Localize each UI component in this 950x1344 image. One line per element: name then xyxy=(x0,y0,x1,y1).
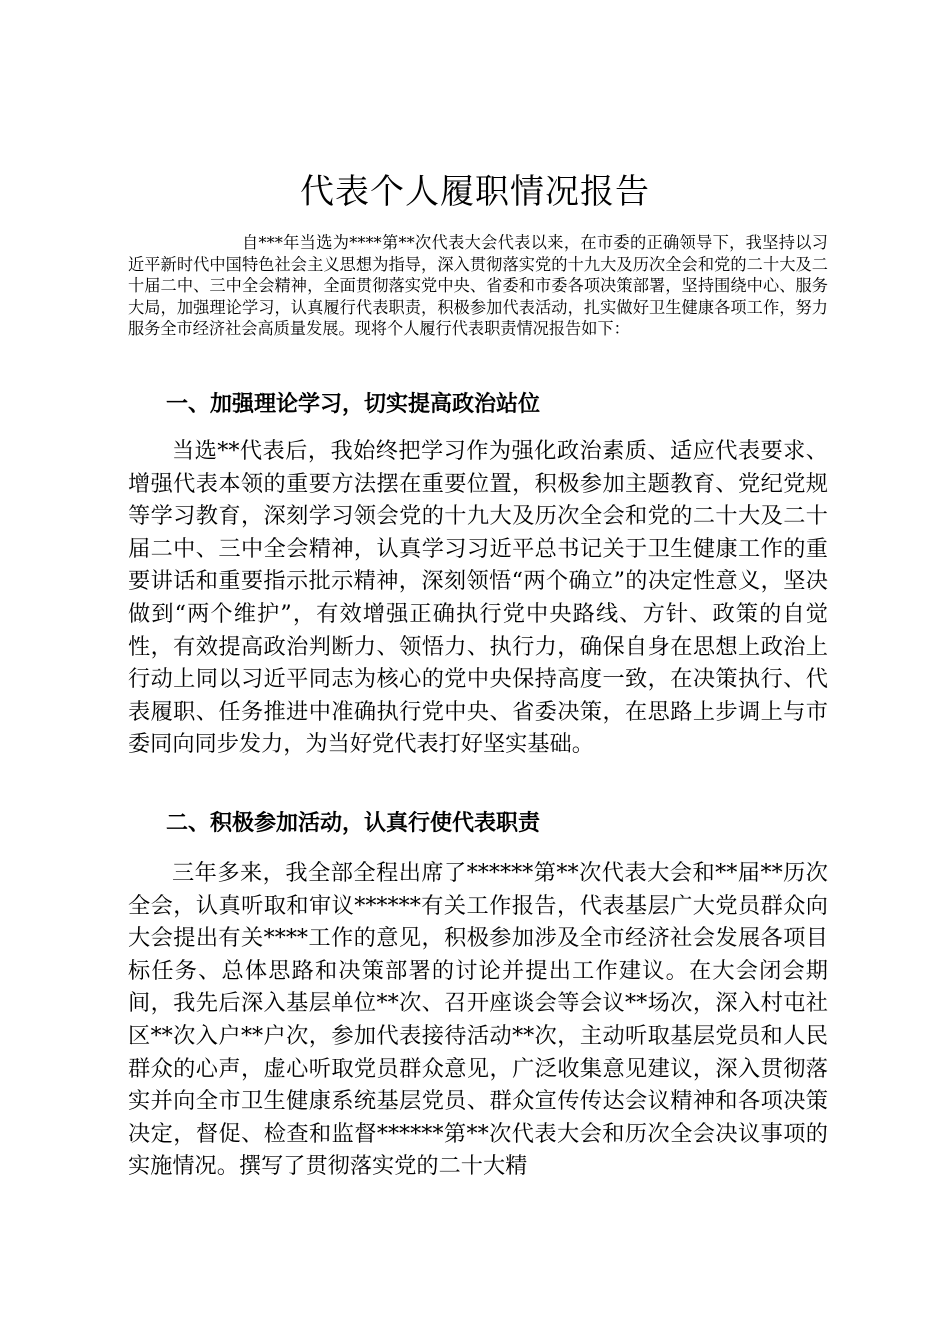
section-1-heading: 一、加强理论学习，切实提高政治站位 xyxy=(166,391,541,417)
section-1-body: 当选**代表后，我始终把学习作为强化政治素质、适应代表要求、增强代表本领的重要方法摆在重要位置，积极参加主题教育、党纪党规等学习教育，深刻学习领会党的十九大及历次全会和党的二十大及二十届二中、三中全会精神，认真学习习近平总书记关于卫生健康工作的重要讲话和重要指示批示精神，深刻领悟“两个确立”的决定性意义，坚决做到“两个维护”，有效增强正确执行党中央路线、方针、政策的自觉性，有效提高政治判断力、领悟力、执行力，确保自身在思想上政治上行动上同以习近平同志为核心的党中央保持高度一致，在决策执行、代表履职、任务推进中准确执行党中央、省委决策，在思路上步调上与市委同向同步发力，为当好党代表打好坚实基础。 xyxy=(128,438,828,758)
intro-paragraph: 自***年当选为****第**次代表大会代表以来，在市委的正确领导下，我坚持以习近平新时代中国特色社会主义思想为指导，深入贯彻落实党的十九大及历次全会和党的二十大及二十届二中、三中全会精神，全面贯彻落实党中央、省委和市委各项决策部署，坚持围绕中心、服务大局，加强理论学习，认真履行代表职责，积极参加代表活动，扎实做好卫生健康各项工作，努力服务全市经济社会高质量发展。现将个人履行代表职责情况报告如下： xyxy=(128,233,828,339)
section-2-heading: 二、积极参加活动，认真行使代表职责 xyxy=(166,810,541,836)
section-2-body: 三年多来，我全部全程出席了******第**次代表大会和**届**历次全会，认真听取和审议******有关工作报告，代表基层广大党员群众向大会提出有关****工作的意见，积极参加涉及全市经济社会发展各项目标任务、总体思路和决策部署的讨论并提出工作建议。在大会闭会期间，我先后深入基层单位**次、召开座谈会等会议**场次，深入村屯社区**次入户**户次，参加代表接待活动**次，主动听取基层党员和人民群众的心声，虚心听取党员群众意见，广泛收集意见建议，深入贯彻落实并向全市卫生健康系统基层党员、群众宣传传达会议精神和各项决策决定，督促、检查和监督******第**次代表大会和历次全会决议事项的实施情况。撰写了贯彻落实党的二十大精 xyxy=(128,860,828,1180)
document-title: 代表个人履职情况报告 xyxy=(300,172,650,212)
